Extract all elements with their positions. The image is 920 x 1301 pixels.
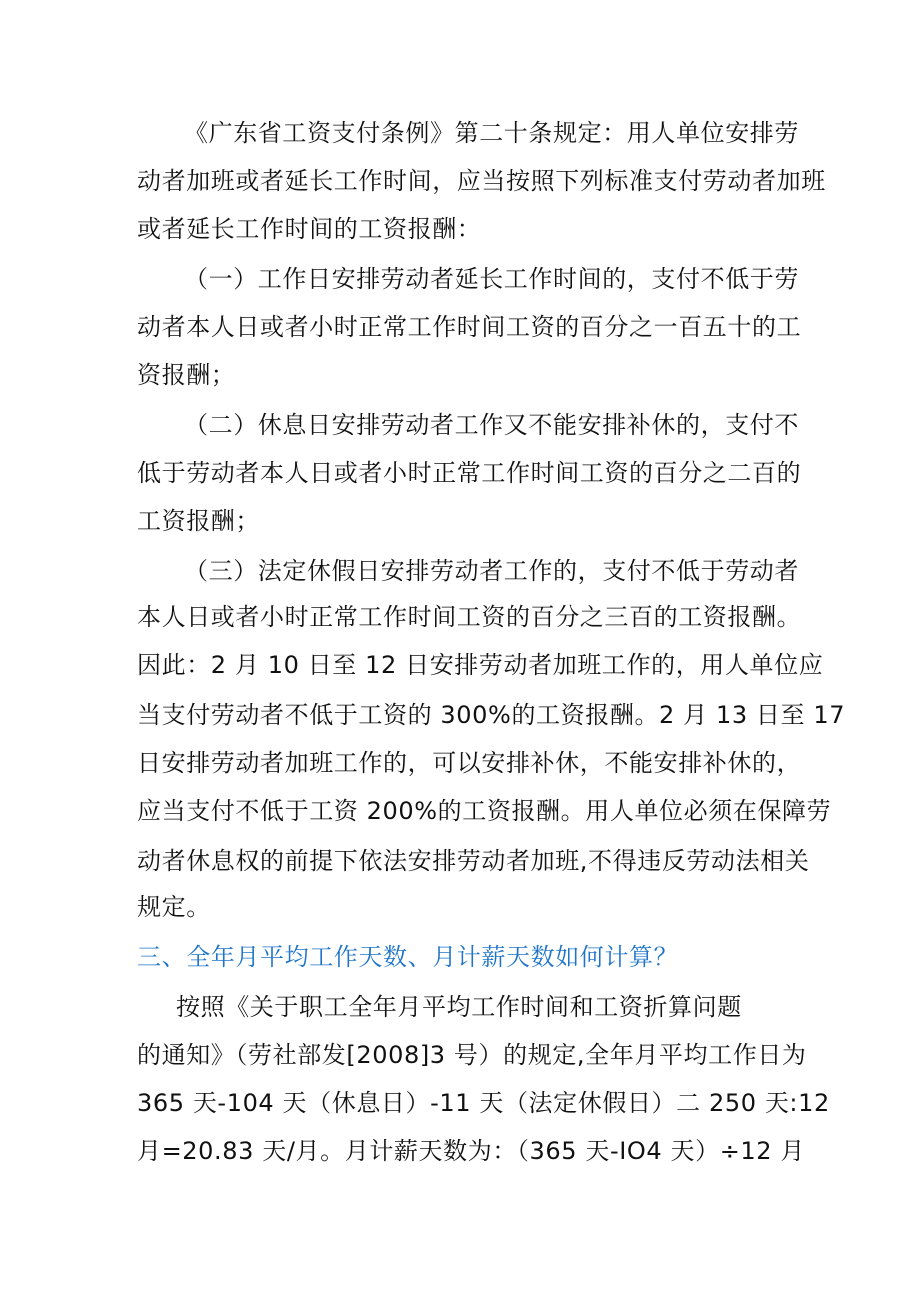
paragraph-line: 的通知》（劳社部发[2008]3 号）的规定,全年月平均工作日为: [137, 1041, 807, 1069]
paragraph-line: 《广东省工资支付条例》第二十条规定：用人单位安排劳: [184, 119, 799, 147]
paragraph-line: 日安排劳动者加班工作的，可以安排补休，不能安排补休的，: [137, 749, 802, 777]
paragraph-line: 动者本人日或者小时正常工作时间工资的百分之一百五十的工: [137, 313, 802, 341]
paragraph-line: 工资报酬；: [137, 507, 260, 535]
paragraph-line: 按照《关于职工全年月平均工作时间和工资折算问题: [176, 993, 742, 1021]
paragraph-line: 资报酬；: [137, 361, 236, 389]
paragraph-line: （二）休息日安排劳动者工作又不能安排补休的，支付不: [184, 411, 799, 439]
paragraph-line: 月=20.83 天/月。月计薪天数为：（365 天-IO4 天）÷12 月: [137, 1137, 805, 1165]
paragraph-line: 动者加班或者延长工作时间，应当按照下列标准支付劳动者加班: [137, 167, 826, 195]
paragraph-line: （一）工作日安排劳动者延长工作时间的，支付不低于劳: [184, 265, 799, 293]
paragraph-line: 因此：2 月 10 日至 12 日安排劳动者加班工作的，用人单位应: [137, 651, 824, 679]
paragraph-line: 本人日或者小时正常工作时间工资的百分之三百的工资报酬。: [137, 603, 802, 631]
paragraph-line: 规定。: [137, 893, 211, 921]
paragraph-line: 应当支付不低于工资 200%的工资报酬。用人单位必须在保障劳: [137, 797, 832, 825]
paragraph-line: 动者休息权的前提下依法安排劳动者加班,不得违反劳动法相关: [137, 847, 810, 875]
section-heading: 三、全年月平均工作天数、月计薪天数如何计算？: [137, 943, 679, 971]
paragraph-line: （三）法定休假日安排劳动者工作的，支付不低于劳动者: [184, 557, 799, 585]
paragraph-line: 低于劳动者本人日或者小时正常工作时间工资的百分之二百的: [137, 459, 802, 487]
paragraph-line: 365 天-104 天（休息日）-11 天（法定休假日）二 250 天:12: [137, 1089, 830, 1117]
paragraph-line: 当支付劳动者不低于工资的 300%的工资报酬。2 月 13 日至 17: [137, 701, 846, 729]
paragraph-line: 或者延长工作时间的工资报酬：: [137, 215, 482, 243]
